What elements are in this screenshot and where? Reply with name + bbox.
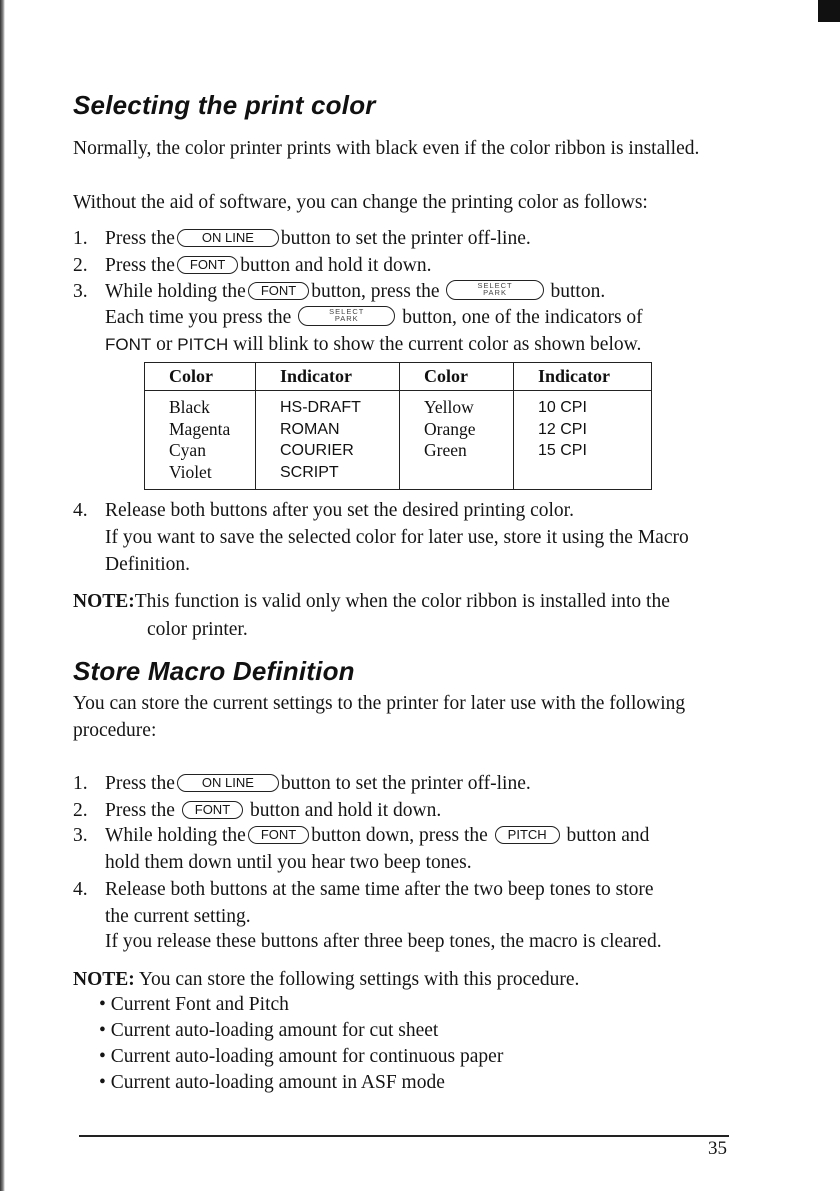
step-number: 2. [73,255,88,276]
table-cell-indicators: HS-DRAFT ROMAN COURIER SCRIPT [256,391,400,490]
intro-paragraph-2: Without the aid of software, you can change the printing color as follows: [73,192,648,213]
font-key-icon: FONT [182,801,243,819]
note-label: NOTE: [73,591,135,612]
macro-step-3-continued: hold them down until you hear two beep tones. [105,852,472,873]
scan-edge [0,0,5,1191]
list-item: • Current auto-loading amount for cut sheet [99,1020,439,1041]
online-key-icon: ON LINE [177,774,279,792]
note-1-continued: color printer. [147,619,248,640]
macro-step-2: 2. Press the FONT button and hold it down. [73,797,733,824]
step-4-continued: If you want to save the selected color for later use, store it using the Macro Definition. [105,527,689,575]
step-number: 3. [73,281,88,302]
online-key-icon: ON LINE [177,229,279,247]
step-1: 1. Press the ON LINE button to set the printer off-line. [73,225,733,252]
list-item: • Current auto-loading amount for continuous paper [99,1046,504,1067]
macro-step-1: 1. Press the ON LINE button to set the printer off-line. [73,770,733,797]
list-item: • Current Font and Pitch [99,994,289,1015]
macro-step-3: 3. While holding the FONT button down, press the PITCH button and [73,822,733,849]
step-number: 1. [73,773,88,794]
font-key-icon: FONT [248,826,309,844]
table-row [145,391,652,490]
section-title-store-macro: Store Macro Definition [73,656,355,686]
step-number: 3. [73,825,88,846]
section-title-print-color: Selecting the print color [73,90,376,120]
step-number: 2. [73,800,88,821]
color-indicator-table [144,362,652,490]
table-cell-colors: Yellow Orange Green [400,391,514,490]
note-1: NOTE:This function is valid only when the color ribbon is installed into the [73,591,670,612]
step-4: 4. Release both buttons after you set the desired printing color. [73,497,733,524]
step-number: 4. [73,879,88,900]
table-header: Color [400,363,514,391]
font-key-icon: FONT [177,256,238,274]
page-number: 35 [708,1138,727,1159]
list-item: • Current auto-loading amount in ASF mode [99,1072,445,1093]
table-header: Indicator [256,363,400,391]
macro-step-4: 4. Release both buttons at the same time after the two beep tones to store [73,876,733,903]
step-3: 3. While holding the FONT button, press the SELECT PARK button. [73,278,733,305]
macro-step-4-continued-2: If you release these buttons after three beep tones, the macro is cleared. [105,931,662,952]
table-cell-indicators: 10 CPI 12 CPI 15 CPI [538,399,587,459]
pitch-key-icon: PITCH [495,826,560,844]
step-2: 2. Press the FONT button and hold it down. [73,252,733,279]
font-key-icon: FONT [248,282,309,300]
scan-corner-mark [818,0,840,22]
table-header-row [145,363,652,391]
select-park-key-icon: SELECT PARK [446,280,543,300]
footer-rule [79,1135,729,1137]
table-cell-colors: Black Magenta Cyan Violet [145,391,256,490]
table-header: Indicator [514,363,652,391]
note-label: NOTE: [73,969,135,990]
macro-intro: You can store the current settings to the printer for later use with the following procedure: [73,693,686,741]
table-header: Color [145,363,256,391]
step-3-continued-2: FONT or PITCH will blink to show the current color as shown below. [105,334,642,355]
macro-step-4-continued: the current setting. [105,906,251,927]
step-3-continued: Each time you press the SELECT PARK button, one of the indicators of [105,307,643,328]
intro-paragraph: Normally, the color printer prints with black even if the color ribbon is installed. [73,138,700,159]
note-2: NOTE: You can store the following settings with this procedure. [73,969,580,990]
step-number: 4. [73,500,88,521]
step-number: 1. [73,228,88,249]
select-park-key-icon: SELECT PARK [298,306,395,326]
